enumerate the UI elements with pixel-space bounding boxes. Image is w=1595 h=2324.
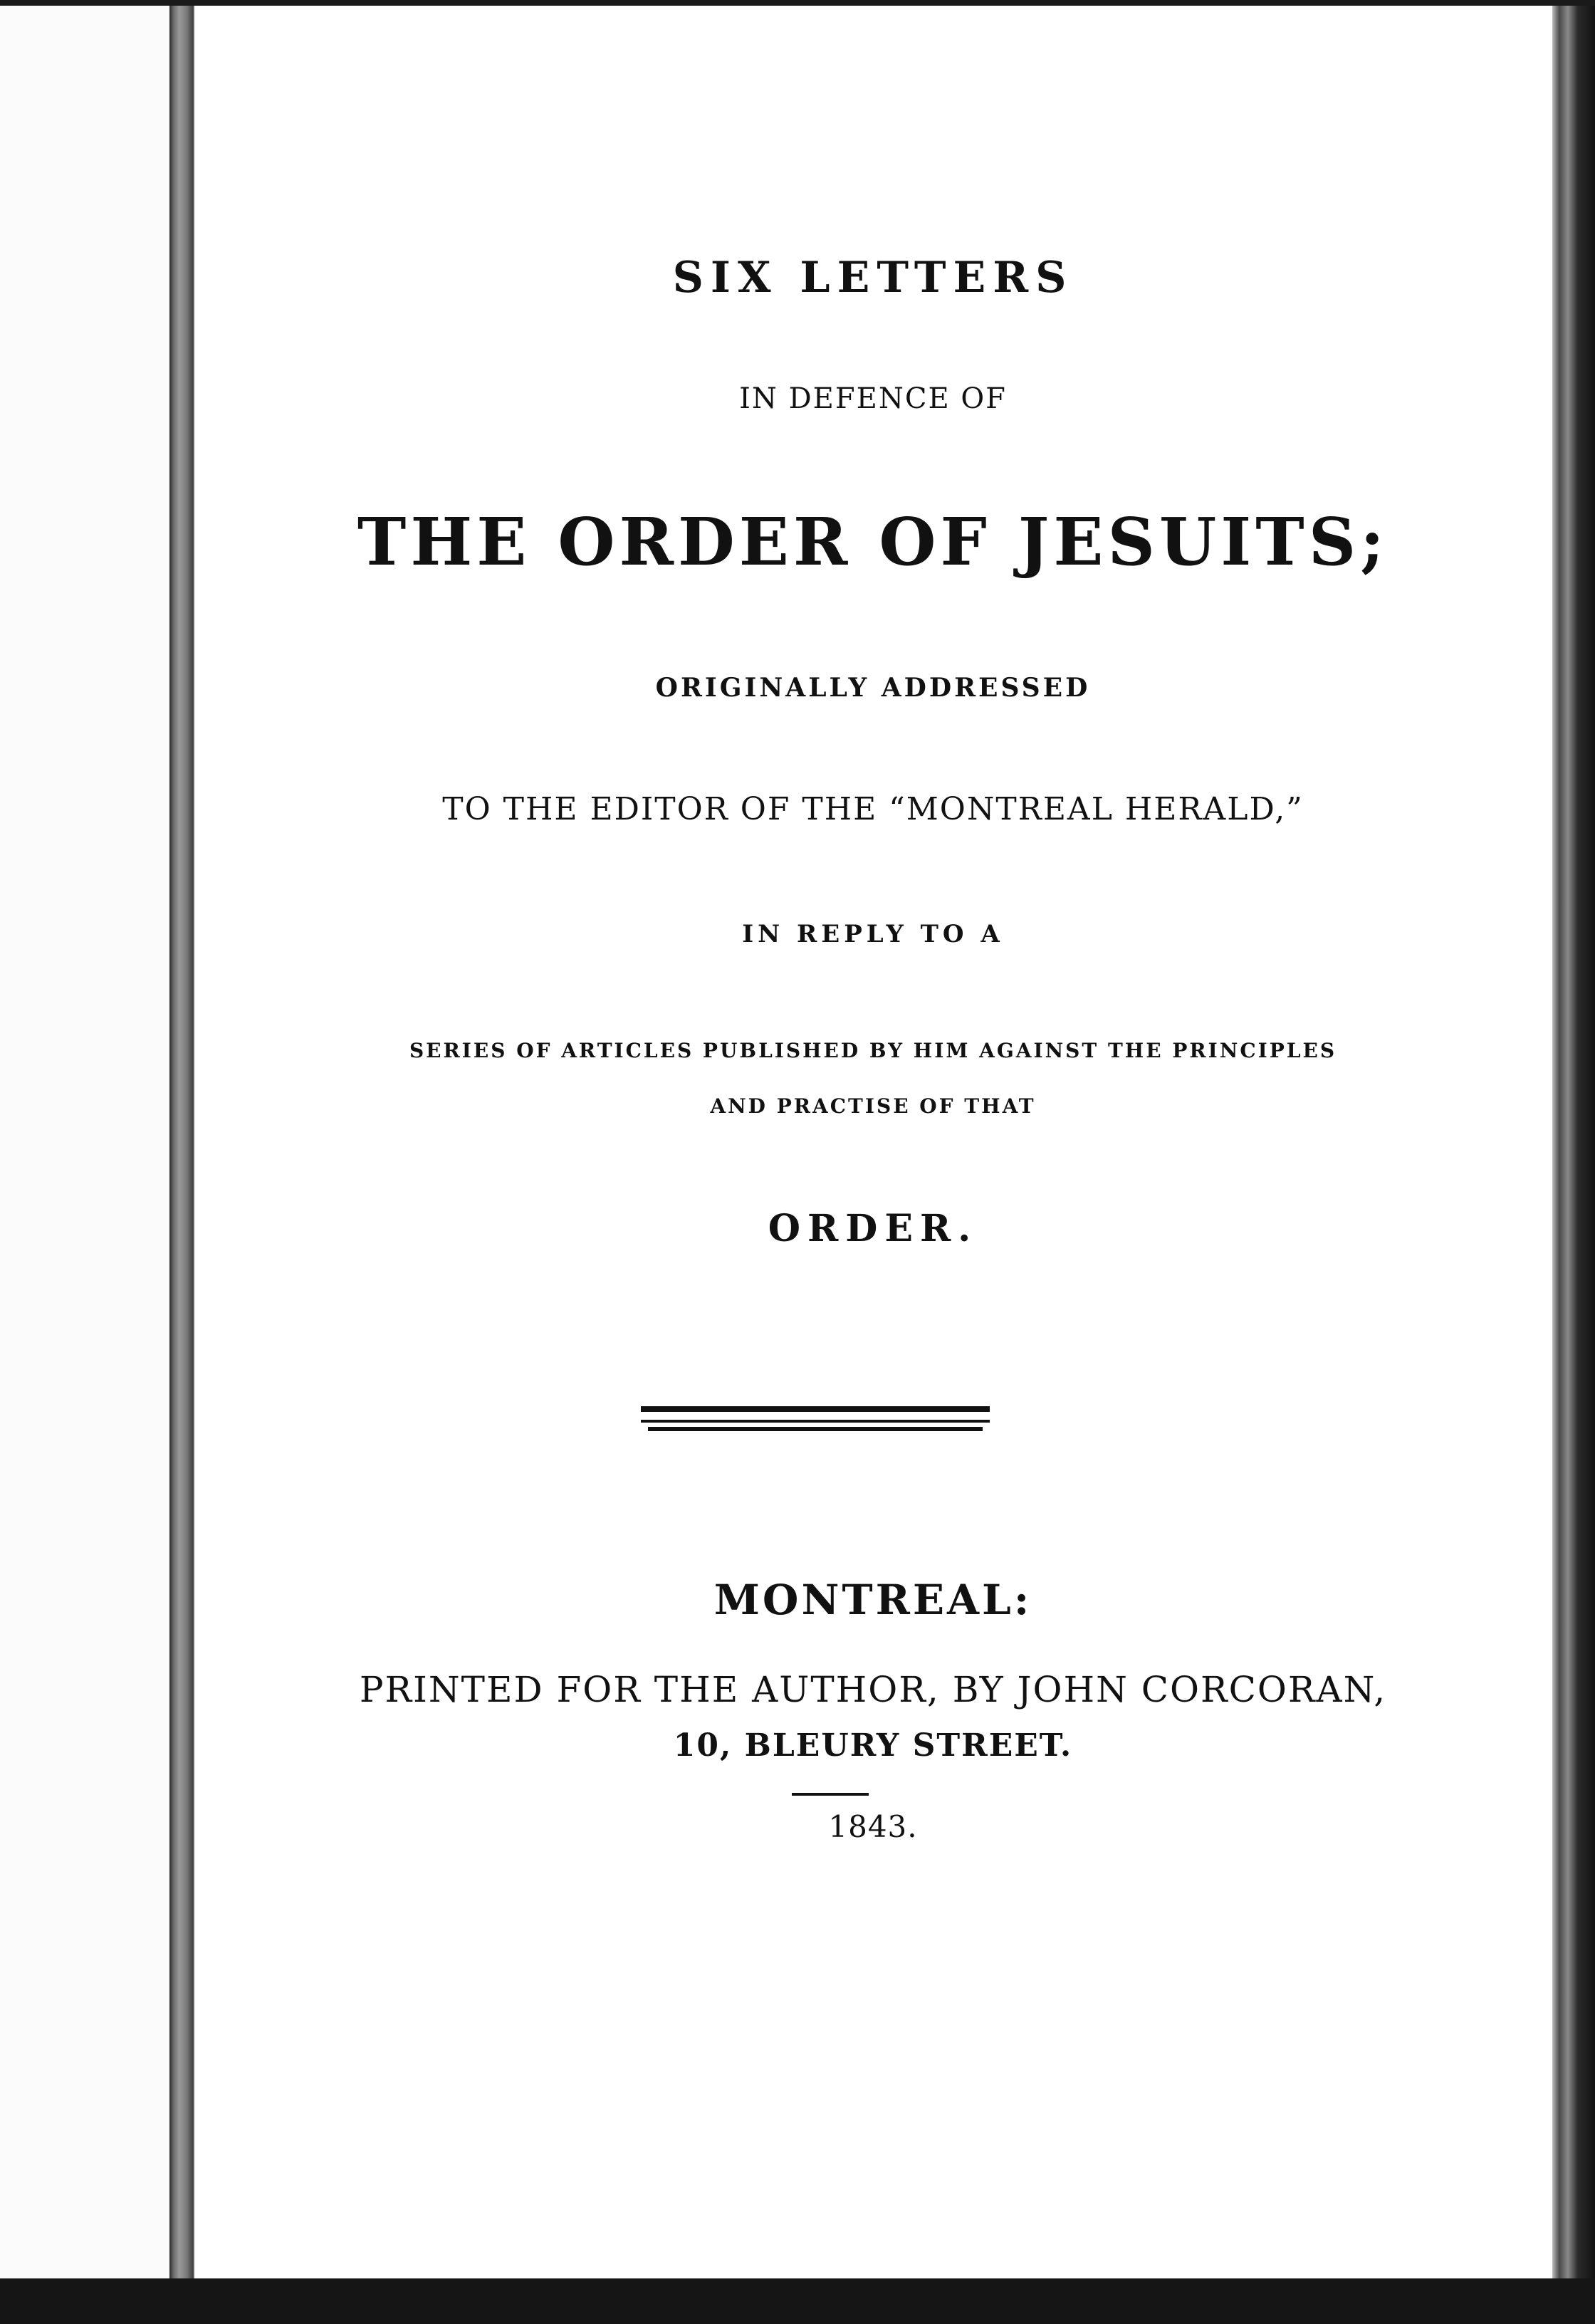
imprint-address: 10, BLEURY STREET. [673, 1727, 1073, 1764]
imprint-printer: PRINTED FOR THE AUTHOR, BY JOHN CORCORAN, [359, 1669, 1387, 1710]
subtitle-practise: AND PRACTISE OF THAT [710, 1094, 1036, 1118]
subtitle-series-of-articles: SERIES OF ARTICLES PUBLISHED BY HIM AGAINST THE PRINCIPLES [409, 1039, 1337, 1062]
subtitle-originally-addressed: ORIGINALLY ADDRESSED [655, 673, 1091, 703]
scan-top-edge [0, 0, 1595, 6]
subtitle-in-reply: IN REPLY TO A [742, 920, 1004, 948]
subtitle-order: ORDER. [768, 1207, 978, 1250]
title-page [194, 6, 1554, 2278]
decorative-rule-lower [648, 1427, 983, 1431]
decorative-rule-thin [641, 1420, 990, 1423]
title-in-defence-of: IN DEFENCE OF [739, 382, 1007, 415]
title-six-letters: SIX LETTERS [672, 253, 1074, 303]
main-title: THE ORDER OF JESUITS; [357, 503, 1389, 580]
decorative-rule-thick [641, 1406, 990, 1412]
imprint-year: 1843. [828, 1809, 918, 1844]
facing-blank-leaf [0, 6, 169, 2278]
imprint-city: MONTREAL: [713, 1576, 1032, 1624]
subtitle-editor: TO THE EDITOR OF THE “MONTREAL HERALD,” [442, 791, 1304, 827]
book-gutter [169, 6, 194, 2278]
year-rule [792, 1793, 869, 1796]
page-right-edge [1552, 6, 1595, 2278]
scan-bottom-edge [0, 2278, 1595, 2324]
